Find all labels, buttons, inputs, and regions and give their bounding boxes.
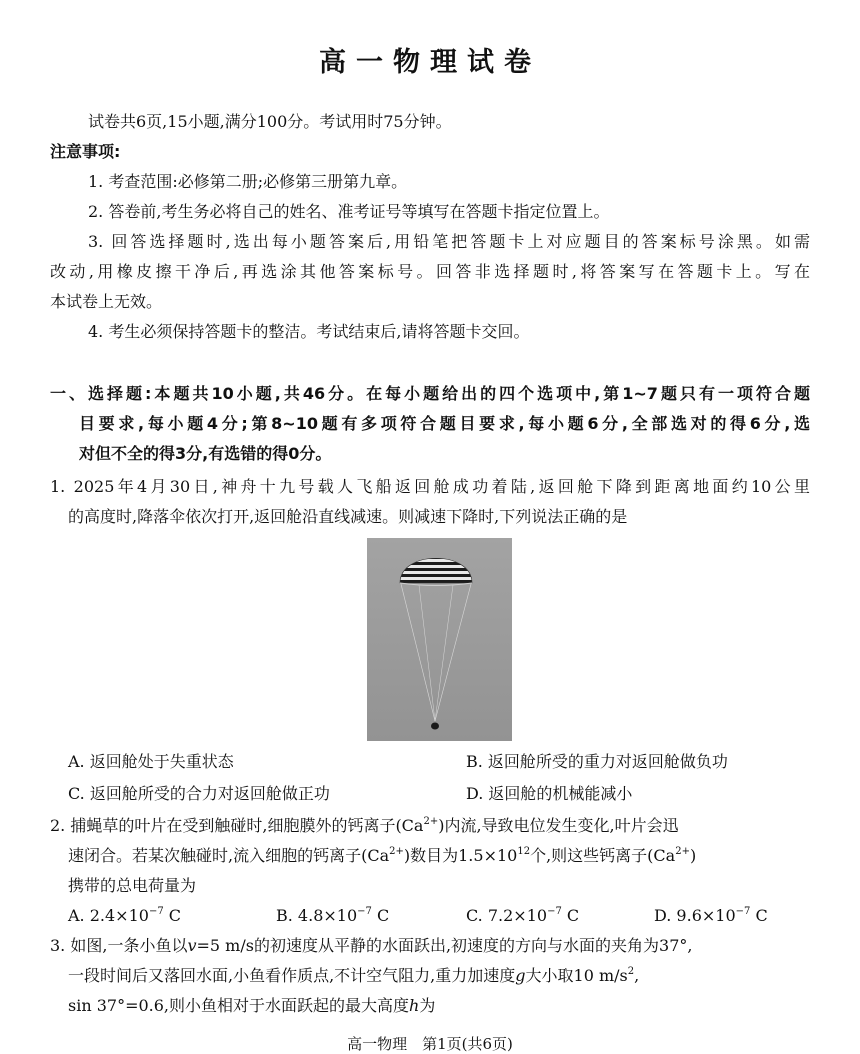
notice-3-line-2: 改动,用橡皮擦干净后,再选涂其他答案标号。回答非选择题时,将答案写在答题卡上。写在 [50,262,810,281]
page-title: 高一物理试卷 [319,47,541,78]
q1-option-b: B. 返回舱所受的重力对返回舱做负功 [466,752,728,771]
q2-option-b: B. $4.8\times 10^{-7}$ C [276,905,390,925]
q2-option-c: C. $7.2\times 10^{-7}$ C [466,905,580,925]
section-heading-line-1: 一、选择题:本题共10小题,共46分。在每小题给出的四个选项中,第1~7题只有一项符合题 [50,384,810,403]
notice-2: 2. 答卷前,考生务必将自己的姓名、准考证号等填写在答题卡指定位置上。 [88,202,610,221]
notice-4: 4. 考生必须保持答题卡的整洁。考试结束后,请将答题卡交回。 [88,322,530,341]
parachute-icon [367,538,512,741]
q1-stem-line-1: 1. 2025年4月30日,神舟十九号载人飞船返回舱成功着陆,返回舱下降到距离地面约10公里 [50,477,810,496]
notice-3-line-3: 本试卷上无效。 [50,292,163,311]
section-heading-line-3: 对但不全的得3分,有选错的得0分。 [79,444,332,463]
q1-option-a: A. 返回舱处于失重状态 [68,752,234,771]
exam-intro: 试卷共6页,15小题,满分100分。考试用时75分钟。 [88,112,452,131]
q1-option-d: D. 返回舱的机械能减小 [466,784,633,803]
q3-stem-line-2: 一段时间后又落回水面,小鱼看作质点,不计空气阻力,重力加速度g大小取10 $m/s^2$, [68,965,640,985]
notice-3-line-1: 3. 回答选择题时,选出每小题答案后,用铅笔把答题卡上对应题目的答案标号涂黑。如需 [88,232,810,251]
q2-stem-line-1: 2. 捕蝇草的叶片在受到触碰时,细胞膜外的钙离子$(Ca^{2+})$内流,导致电位发生变化,叶片会迅 [50,815,679,835]
notice-1: 1. 考查范围:必修第二册;必修第三册第九章。 [88,172,408,191]
q3-stem-line-3: sin 37°=0.6,则小鱼相对于水面跃起的最大高度h为 [68,996,436,1015]
q2-option-d: D. $9.6\times 10^{-7}$ C [654,905,768,925]
q2-stem-line-2: 速闭合。若某次触碰时,流入细胞的钙离子$(Ca^{2+})$数目为$1.5\times 10^{12}$个,则这些钙离子$(Ca^{2+})$ [68,845,697,865]
page-footer: 高一物理 第1页(共6页) [347,1035,513,1053]
q3-stem-line-1: 3. 如图,一条小鱼以v=5 m/s的初速度从平静的水面跃出,初速度的方向与水面的夹角为37°, [50,936,693,955]
q1-stem-line-2: 的高度时,降落伞依次打开,返回舱沿直线减速。则减速下降时,下列说法正确的是 [68,507,628,526]
parachute-capsule-photo [367,538,512,741]
q1-option-c: C. 返回舱所受的合力对返回舱做正功 [68,784,330,803]
section-heading-line-2: 目要求,每小题4分;第8~10题有多项符合题目要求,每小题6分,全部选对的得6分,选 [79,414,810,433]
q2-option-a: A. $2.4\times 10^{-7}$ C [68,905,182,925]
notice-heading: 注意事项: [50,142,121,161]
q2-stem-line-3: 携带的总电荷量为 [68,876,197,895]
